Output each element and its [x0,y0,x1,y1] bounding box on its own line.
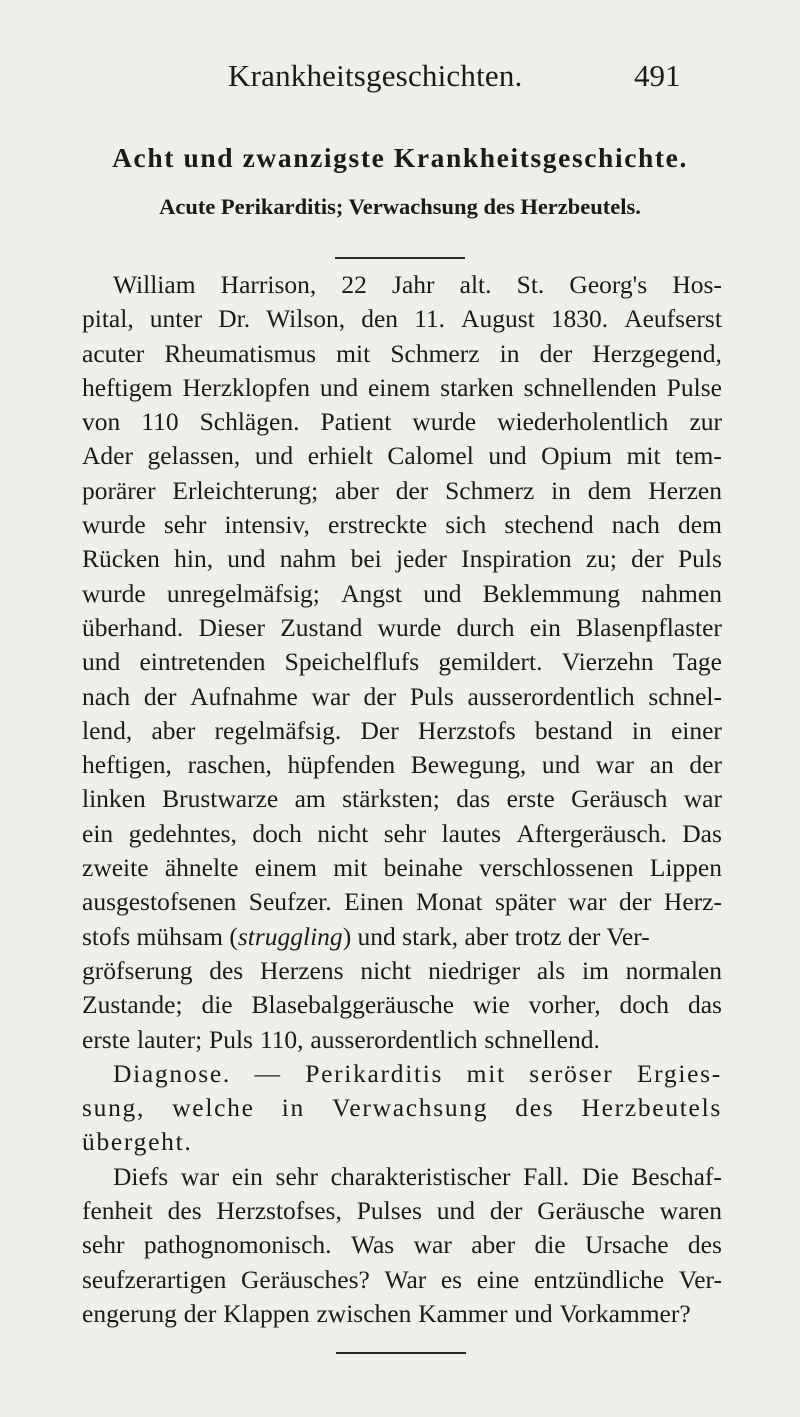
word: bestand [534,715,613,745]
word: Ader [82,441,133,471]
word: seröser [529,1058,614,1088]
word: Georg's [569,270,648,299]
word: aber [335,475,379,505]
word: Einen [344,887,404,917]
word: ein [231,1161,263,1191]
word: war [180,1161,220,1191]
word: Tage [672,647,722,677]
word: — [254,1058,282,1088]
word: Perikarditis [305,1058,444,1088]
section-divider-bottom [336,1352,466,1354]
word: St. [516,270,545,299]
word: hin, [174,544,214,574]
word: Das [682,818,722,848]
text-line [82,439,722,473]
word: Der [360,715,399,745]
word: William [113,270,196,299]
word: Puls [209,1024,253,1054]
word: wurde [82,578,146,608]
word: niedriger [428,955,521,985]
word: Herz- [663,887,722,917]
word: Beschaf- [631,1161,722,1191]
word: war [311,681,350,711]
word: und [541,750,581,780]
diagnosis-line [82,1125,722,1159]
word: in [499,338,520,368]
word: August [461,304,535,334]
text-line [82,474,722,508]
word: lend, [82,715,133,745]
word: Harrison, [220,270,317,299]
word: normalen [625,955,722,985]
word: stärksten; [342,784,440,814]
word: Monat [415,887,483,917]
word: der [363,681,397,711]
word: Blasenpflaster [576,612,722,642]
text-line [82,405,722,439]
word: einer [670,715,722,745]
word: porärer [82,475,156,505]
word: sich [445,510,487,540]
word: erstreckte [328,510,428,540]
word: pathognomonisch. [143,1230,332,1260]
word: aber [151,715,196,745]
chapter-title: Acht und zwanzigste Krankheitsgeschichte. [112,142,688,173]
text-line [82,851,722,885]
word: nahm [279,544,337,574]
text-line-with-italic [82,920,722,954]
word: Herzklopfen [182,372,310,402]
word: an [649,750,674,780]
word: zur [689,407,722,437]
word: Jahr [392,270,435,299]
word: als [536,955,566,985]
word: pital, [82,304,134,334]
text-line [82,268,722,302]
word: Bewegung, [410,750,527,780]
word: lautes [441,818,502,848]
word: zu; [585,544,617,574]
word: einem [254,853,318,883]
word: des [209,955,244,985]
word: mit [466,1058,506,1088]
word: Speichelflufs [284,647,420,677]
word: unregelmäfsig; [166,578,320,608]
word: später [494,887,556,917]
word: erste [82,1024,131,1054]
word: der [395,475,429,505]
word: mit [626,441,661,471]
word: wiederholentlich [497,407,669,437]
word: starken [440,372,514,402]
text-line [82,1297,722,1331]
word: engerung [82,1298,177,1328]
word: Zustand [280,612,363,642]
word: Kammer [418,1298,508,1328]
word: der [539,338,573,368]
word: von [82,407,121,437]
word: des [515,1093,555,1123]
word: Diefs [113,1161,169,1191]
word: wurde [412,407,477,437]
text-line [82,337,722,371]
word: Opium [541,441,613,471]
word: nicht [317,818,369,848]
word: das [456,784,491,814]
word: wurde [377,612,442,642]
word: den [361,304,399,334]
word: war [568,887,607,917]
word: nahmen [641,578,722,608]
word: linken [82,784,146,814]
word: sehr [82,1230,125,1260]
word: und [82,647,121,677]
word: Herzens [260,955,344,985]
word: und [488,441,527,471]
word: welche [172,1093,255,1123]
text-line [82,714,722,748]
word: bei [350,544,382,574]
text-line [82,611,722,645]
word: jeder [395,544,447,574]
word: die [201,990,233,1020]
word: war [413,1230,452,1260]
word: Schmerz [445,475,535,505]
word: gedehntes, [128,818,237,848]
word: wie [472,990,510,1020]
word: dem [678,510,722,540]
chapter-subtitle: Acute Perikarditis; Verwachsung des Herzbeutels. [159,194,641,219]
word: war [595,750,635,780]
word: einem [367,372,431,402]
text-line [82,1194,722,1228]
word: der [631,544,664,574]
word: gröfserung [82,955,193,985]
text-line [82,1160,722,1194]
word: Puls [677,544,722,574]
word: Seufzer. [248,887,332,917]
word: des [687,1230,722,1260]
word: gemildert. [438,647,543,677]
text-line [82,954,722,988]
word: Erleichterung; [172,475,319,505]
word: zwischen [316,1298,412,1328]
word: Puls [409,681,454,711]
text-line [82,885,722,919]
word: Angst [341,578,402,608]
word: mit [333,853,368,883]
word: in [631,715,652,745]
word: durch [456,612,515,642]
word: Calomel [387,441,474,471]
word: eintretenden [139,647,266,677]
word: und [254,441,294,471]
word: intensiv, [224,510,310,540]
word: Pulse [666,372,722,402]
word: und [227,544,266,574]
word: 110 [141,407,179,437]
word: Hos- [672,270,722,299]
text-line [82,371,722,405]
word: sehr [163,510,207,540]
word: entzündliche [533,1264,665,1294]
word: unter [149,304,203,334]
word: tem- [675,441,722,471]
word: des [167,1196,202,1226]
word: Was [350,1230,395,1260]
text-line [82,508,722,542]
word: überhand. [82,612,184,642]
word: 1830. [550,304,609,334]
text-line [82,1263,722,1297]
italic-term: struggling [237,921,343,951]
word: das [687,990,722,1020]
word: Schmerz [390,338,480,368]
word: Geräusch [571,784,668,814]
word: beinahe [383,853,463,883]
word: fenheit [82,1196,153,1226]
word: Vierzehn [561,647,654,677]
word: Aeufserst [624,304,722,334]
word: es [440,1264,463,1294]
text-line [82,542,722,576]
word: in [551,475,571,505]
word: eine [476,1264,520,1294]
word: mit [336,338,371,368]
word: Ver- [678,1264,722,1294]
word: ausserordentlich [467,681,635,711]
word: und [514,1298,553,1328]
text-fragment: ) und stark, aber trotz der Ver- [342,921,650,951]
text-line [82,302,722,336]
diagnosis-line [82,1057,722,1091]
text-line [82,1228,722,1262]
word: der [689,750,722,780]
word: Patient [320,407,392,437]
word: Aufnahme [190,681,298,711]
word: Ergies- [636,1058,722,1088]
running-title: Krankheitsgeschichten. [228,58,523,93]
word: Herzstofses, [216,1196,342,1226]
word: gelassen, [147,441,241,471]
word: erhielt [307,441,373,471]
word: Herzbeutels [581,1093,722,1123]
word: im [581,955,609,985]
word: wurde [82,510,146,540]
text-line [82,988,722,1022]
diagnosis-fragment: übergeht. [82,1127,193,1157]
word: Rücken [82,544,160,574]
word: nach [82,681,131,711]
word: ausgestofsenen [82,887,237,917]
word: Lippen [649,853,722,883]
word: schnel- [648,681,722,711]
word: Herzen [648,475,722,505]
word: 110, [259,1024,304,1054]
case-report-text [82,268,722,1331]
word: Dr. [218,304,251,334]
word: Fall. [523,1161,570,1191]
word: in [281,1093,305,1123]
word: 11. [414,304,445,334]
text-line [82,748,722,782]
text-line [82,680,722,714]
word: Inspiration [461,544,572,574]
word: heftigen, [82,750,172,780]
word: Geräusche [537,1196,645,1226]
word: Verwachsung [332,1093,489,1123]
word: schnellend. [484,1024,600,1054]
word: verschlossenen [479,853,634,883]
word: und [436,1196,475,1226]
text-line [82,1023,722,1057]
word: Klappen [223,1298,310,1328]
word: Aftergeräusch. [516,818,667,848]
word: raschen, [187,750,272,780]
word: Ursache [585,1230,669,1260]
word: Schlägen. [199,407,300,437]
word: dem [587,475,632,505]
word: Diagnose. [113,1058,231,1088]
word: Die [581,1161,619,1191]
word: am [294,784,326,814]
word: heftigem [82,372,173,402]
word: sung, [82,1093,146,1123]
word: Wilson, [266,304,346,334]
word: Beklemmung [482,578,621,608]
word: vorher, [528,990,601,1020]
word: doch [619,990,670,1020]
word: sehr [383,818,427,848]
word: schnellenden [523,372,657,402]
word: die [534,1230,566,1260]
word: Brustwarze [162,784,279,814]
word: der [489,1196,523,1226]
word: doch [252,818,302,848]
word: der [618,887,652,917]
word: Pulses [356,1196,422,1226]
text-fragment: stofs mühsam ( [82,921,238,951]
word: ausserordentlich [310,1024,478,1054]
section-divider-top [335,257,465,259]
word: acuter [82,338,145,368]
text-line [82,577,722,611]
word: lauter; [137,1024,203,1054]
word: nach [611,510,660,540]
word: Geräusches? [241,1264,370,1294]
word: der [143,681,177,711]
word: Dieser [198,612,266,642]
diagnosis-line [82,1091,722,1125]
word: alt. [459,270,492,299]
word: Herzgegend, [592,338,722,368]
word: und [319,372,359,402]
text-line [82,782,722,816]
word: Rheumatismus [164,338,317,368]
page-number: 491 [634,58,681,93]
word: ähnelte [164,853,239,883]
word: ein [529,612,561,642]
word: 22 [341,270,367,299]
word: der [183,1298,217,1328]
word: war [683,784,722,814]
word: Vorkammer? [559,1298,691,1328]
word: charakteristischer [330,1161,511,1191]
text-line [82,645,722,679]
word: nicht [360,955,412,985]
word: War [384,1264,427,1294]
running-head [0,58,800,98]
word: zweite [82,853,149,883]
word: erste [506,784,555,814]
text-line [82,817,722,851]
word: aber [471,1230,516,1260]
word: waren [659,1196,722,1226]
word: regelmäfsig. [214,715,342,745]
word: stechend [504,510,594,540]
word: Zustande; [82,990,183,1020]
word: und [423,578,462,608]
word: seufzerartigen [82,1264,227,1294]
word: hüpfenden [287,750,396,780]
word: Herzstofs [417,715,516,745]
word: sehr [275,1161,319,1191]
word: Blasebalggeräusche [251,990,455,1020]
word: ein [82,818,114,848]
